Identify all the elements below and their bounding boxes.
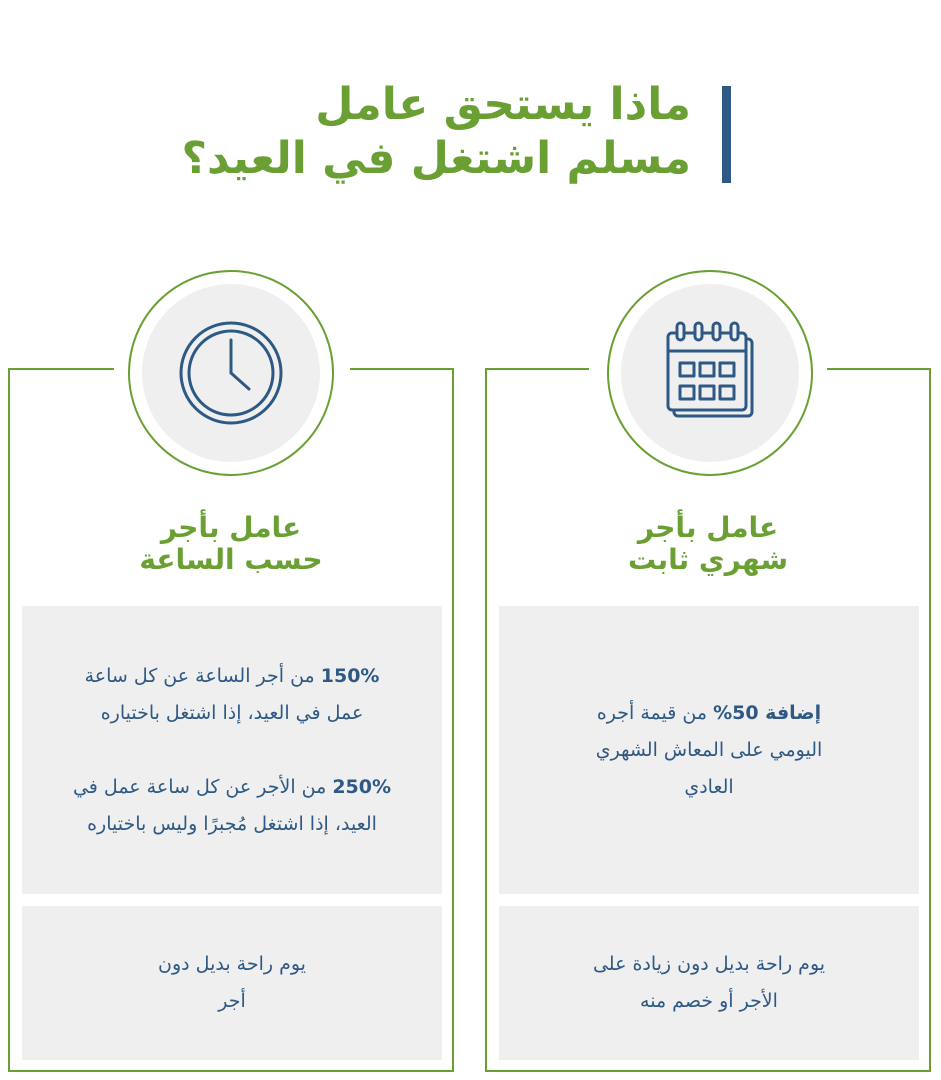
compensation-line1 [596,695,823,732]
compensation-voluntary-line1 [85,658,380,695]
compensation-box [22,606,442,894]
percentage-label: 250% [332,775,392,798]
page-title-line2: مسلم اشتغل في العيد؟ [181,133,691,184]
compensation-forced-line1 [73,769,391,806]
card-title-line1: عامل بأجر [637,511,779,544]
clock-icon [176,318,286,428]
card-title-line2: حسب الساعة [139,543,323,576]
compensation-forced-text [49,769,415,843]
compensation-voluntary-text [61,658,404,732]
calendar-icon [655,318,765,428]
rest-day-box [22,906,442,1060]
compensation-voluntary-line2: عمل في العيد، إذا اشتغل باختياره [100,701,364,724]
card-monthly-worker [485,368,931,1072]
rest-day-line2: الأجر أو خصم منه [640,990,778,1012]
percentage-label: 150% [320,664,380,687]
rest-day-line1: يوم راحة بديل دون زيادة على [592,953,826,975]
compensation-forced-line1-text: من الأجر عن كل ساعة عمل في [72,775,333,798]
card-hourly-worker [8,368,454,1072]
rest-day-line1: يوم راحة بديل دون [158,953,306,975]
card-top-border-left [487,368,589,370]
rest-day-text [134,946,330,1020]
icon-circle-inner [621,284,799,462]
card-top-border-left [10,368,114,370]
card-top-border-right [350,368,452,370]
page-title-line1: ماذا يستحق عامل [315,79,691,130]
compensation-line2: اليومي على المعاش الشهري [595,738,823,761]
rest-day-box [499,906,919,1060]
page-title [181,78,691,186]
rest-day-text [569,946,849,1020]
icon-circle-inner [142,284,320,462]
card-top-border-right [827,368,929,370]
rest-day-line2: أجر [218,990,246,1012]
icon-circle [607,270,813,476]
title-accent-bar [722,86,731,183]
compensation-box [499,606,919,894]
card-title [487,512,929,576]
compensation-text [572,695,847,806]
page-header [181,78,736,188]
percentage-label: إضافة 50% [713,701,822,724]
card-title-line2: شهري ثابت [627,543,789,576]
card-title [10,512,452,576]
compensation-forced-line2: العيد، إذا اشتغل مُجبرًا وليس باختياره [87,812,377,835]
compensation-line3: العادي [684,775,734,798]
compensation-voluntary-line1-text: من أجر الساعة عن كل ساعة [84,664,321,687]
icon-circle [128,270,334,476]
compensation-line1-text: من قيمة أجره [596,701,714,724]
card-title-line1: عامل بأجر [160,511,302,544]
